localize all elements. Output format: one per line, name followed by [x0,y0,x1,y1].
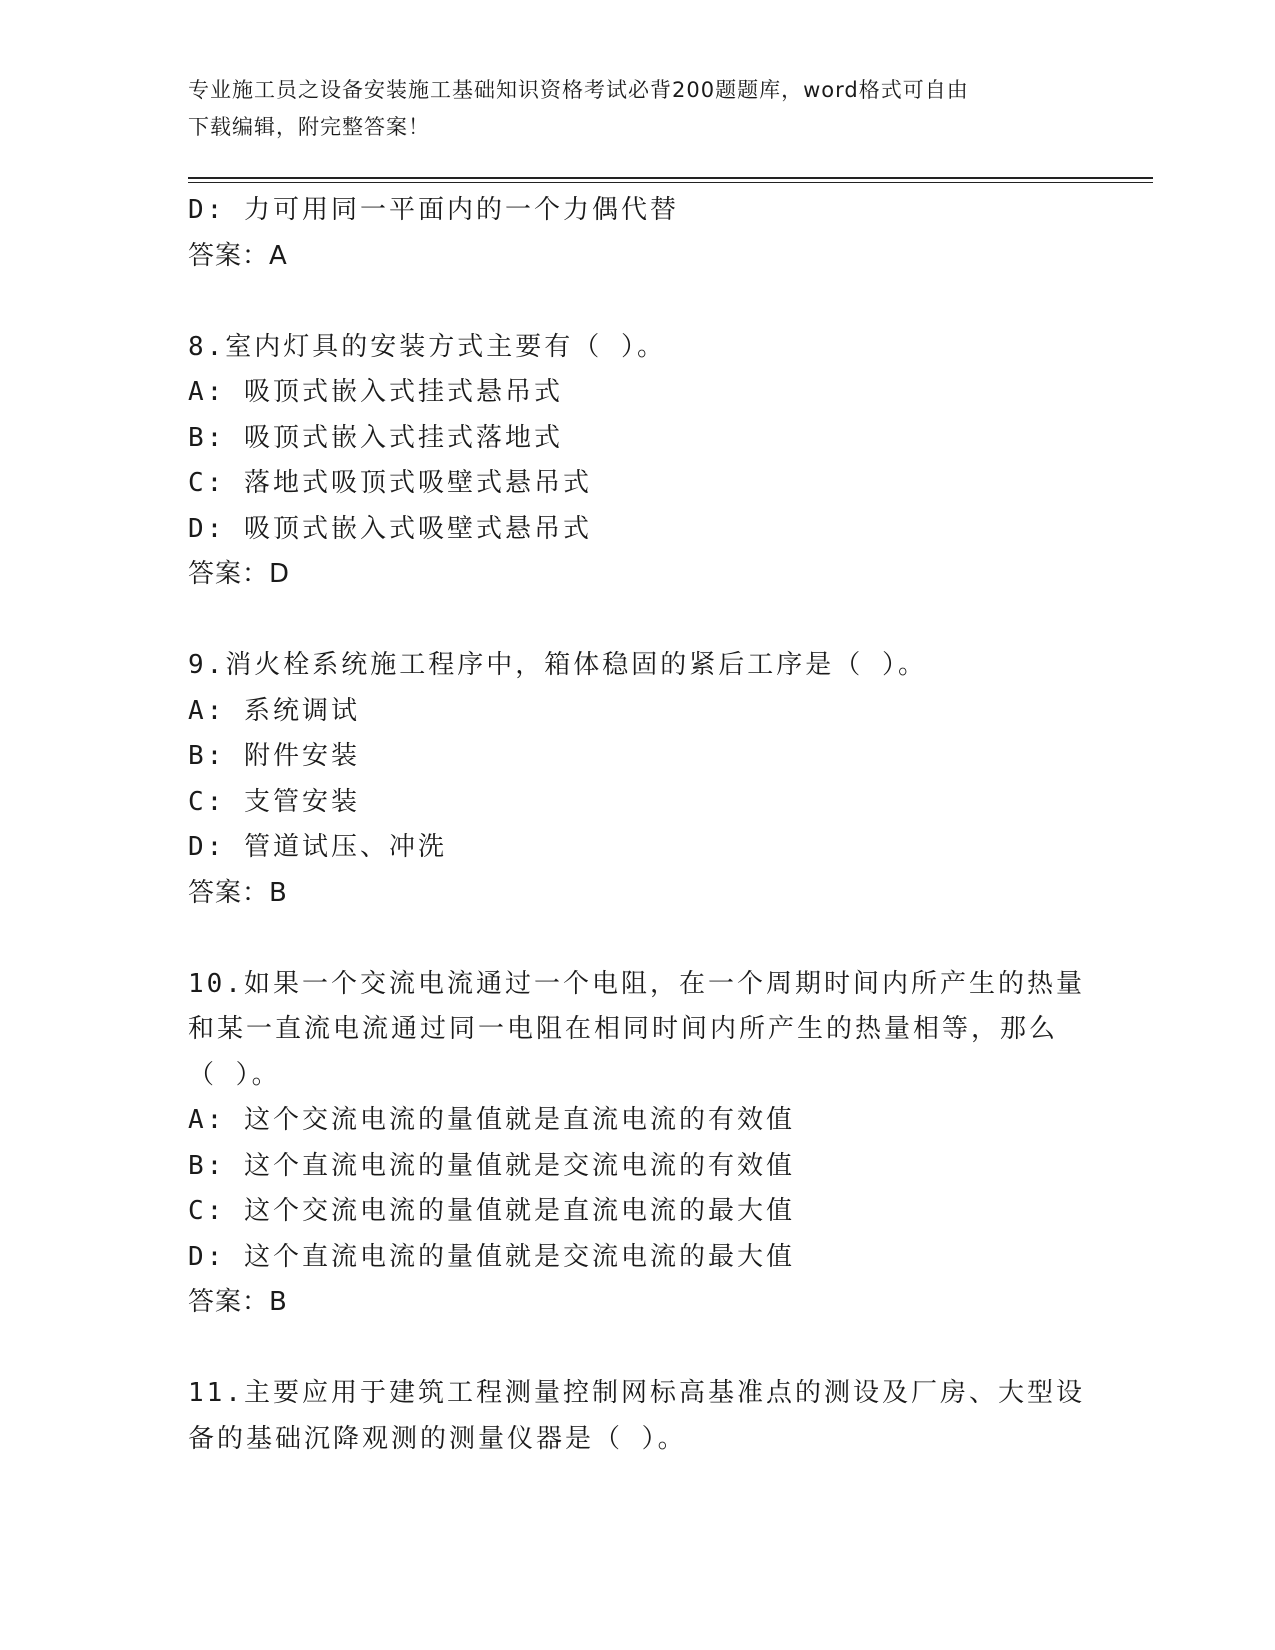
header-divider-thin [188,182,1153,183]
question-7-tail [188,188,1088,279]
option-b: B: 这个直流电流的量值就是交流电流的有效值 [188,1150,795,1181]
question-10 [188,962,1088,1326]
question-8 [188,325,1088,598]
option-c: C: 这个交流电流的量值就是直流电流的最大值 [188,1196,795,1226]
header-divider [188,177,1153,179]
answer: 答案：B [188,877,288,908]
answer: 答案：B [188,1287,288,1317]
question-text-line-1: 10.如果一个交流电流通过一个电阻，在一个周期时间内所产生的热量 [188,968,1085,999]
option-d: D: 管道试压、冲洗 [188,832,447,862]
answer: 答案：A [188,240,288,271]
option-b: B: 附件安装 [188,741,360,771]
question-content [188,188,1088,1462]
question-11 [188,1371,1088,1462]
spacer [188,916,1088,962]
option-d: D: 这个直流电流的量值就是交流电流的最大值 [188,1241,795,1272]
question-text-line-1: 11.主要应用于建筑工程测量控制网标高基准点的测设及厂房、大型设 [188,1378,1085,1408]
question-text: 8.室内灯具的安装方式主要有（ ）。 [188,331,666,362]
header-line-1: 专业施工员之设备安装施工基础知识资格考试必背200题题库，word格式可自由 [188,78,969,102]
option-c: C: 落地式吸顶式吸壁式悬吊式 [188,468,592,498]
question-text-line-3: （ ）。 [188,1059,281,1090]
spacer [188,1326,1088,1372]
document-header [188,72,1068,146]
option-c: C: 支管安装 [188,786,360,817]
option-a: A: 系统调试 [188,695,360,726]
spacer [188,279,1088,325]
question-text: 9.消火栓系统施工程序中，箱体稳固的紧后工序是（ ）。 [188,650,927,680]
spacer [188,598,1088,644]
question-text-line-2: 和某一直流电流通过同一电阻在相同时间内所产生的热量相等，那么 [188,1014,1059,1044]
option-d: D: 吸顶式嵌入式吸壁式悬吊式 [188,513,592,544]
answer: 答案：D [188,559,291,589]
question-text-line-2: 备的基础沉降观测的测量仪器是（ ）。 [188,1423,687,1454]
question-9 [188,643,1088,916]
option-a: A: 这个交流电流的量值就是直流电流的有效值 [188,1105,795,1135]
header-line-2: 下载编辑，附完整答案！ [188,115,430,139]
option-b: B: 吸顶式嵌入式挂式落地式 [188,422,563,453]
option-a: A: 吸顶式嵌入式挂式悬吊式 [188,377,563,407]
option-d: D: 力可用同一平面内的一个力偶代替 [188,195,679,225]
